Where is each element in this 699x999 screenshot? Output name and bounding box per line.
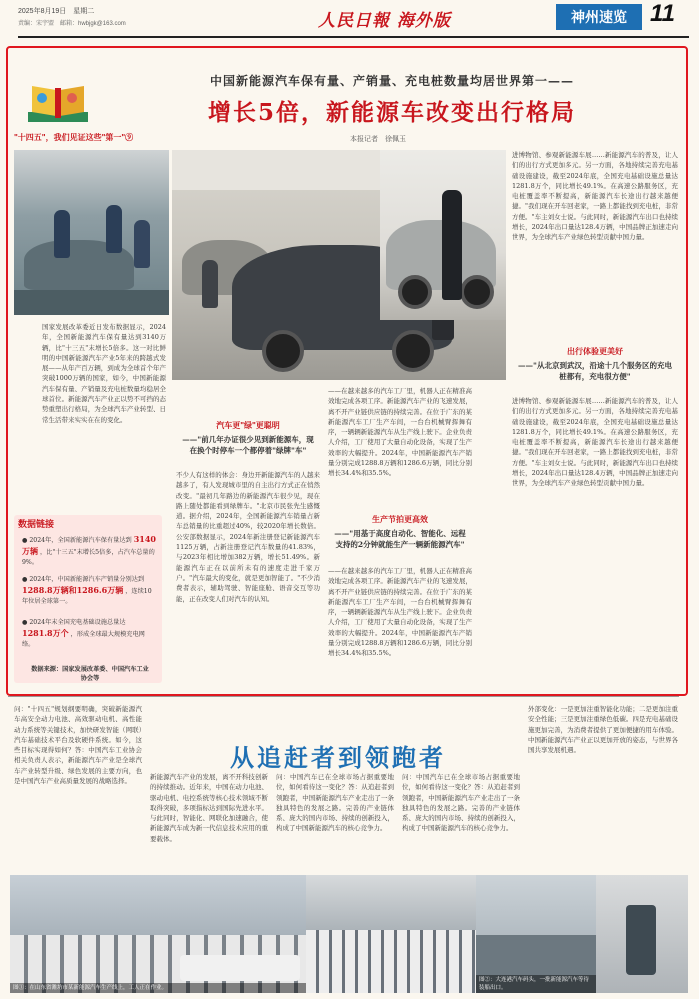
data-item-2 [22,575,156,607]
bullet: ● [22,576,28,583]
bottom-headline: 从追赶者到领跑者 [230,743,446,772]
col4-heading: 出行体验更美好 [567,347,623,356]
page-number: 11 [650,0,675,27]
caption-left: 图①：在山东省潍坊市某新能源汽车生产线上，工人正在作业。 [10,983,306,993]
caption-right: 图②：大连港汽车码头，一批新能源汽车等待装船出口。 [476,975,596,993]
data-item-rest: ，连续10年位居全球第一。 [22,588,152,605]
series-tag: "十四五"，我们见证这些"第一"⑨ [14,133,134,142]
lead-paragraph: 国家发展改革委近日发布数据显示，2024年，全国新能源汽车保有量达到3140万辆，比"十三五"末增长5倍多。这一对比鲜明的中国新能源汽车产业5年来的跨越式发展——从年产百万辆，到成为全球首个年产突破1000万辆的国家，如今，中国新能源汽车保有量、产销量及充电桩数量均稳居全球首位。新能源汽车产业正以势不可挡的态势重塑出行格局，为全球汽车产业转型、日常生活带来实实在在的变化。 [42,323,166,424]
col4-body: 进博物馆、参观新能源车展……新能源汽车的普及，让人们的出行方式更加多元。另一方面，各地持续完善充电基础设施建设，截至2024年底，全国充电基础设施总量达1281.8万个，同比增长49.1%。在高速公路服务区，充电桩覆盖率不断提高，新能源汽车长途出行越来越便捷。"我们现在开车回老家，一路上都能找到充电桩，非常方便。"车主刘女士说。与此同时，新能源汽车出口也持续增长，2024年出口量达128.4万辆，中国品牌正加速走向世界，为全球汽车产业绿色转型贡献中国力量。 [512,397,678,488]
port-photo [10,875,306,993]
ship-photo [476,875,596,993]
charging-photo [596,875,688,993]
factory-photo [14,150,169,315]
data-item-rest: ，形成全球最大规模充电网络。 [22,631,145,648]
col2-subhead: ——"前几年办证很少见到新能源车，现在换个时停车一个都停着"绿牌"车" [182,435,314,455]
col4-top: 进博物馆、参观新能源车展……新能源汽车的普及，让人们的出行方式更加多元。另一方面，各地持续完善充电基础设施建设，截至2024年底，全国充电基础设施总量达1281.8万个，同比增长49.1%。在高速公路服务区，充电桩覆盖率不断提高，新能源汽车长途出行越来越便捷。"我们现在开车回老家，一路上都能找到充电桩，非常方便。"车主刘女士说。与此同时，新能源汽车出口也持续增长，2024年出口量达128.4万辆，中国品牌正加速走向世界，为全球汽车产业绿色转型贡献中国力量。 [512,151,678,242]
section-label: 神州速览 [556,4,642,30]
editor-info: 责编：宋宇盟 邮箱：hwbjgk@163.com [18,21,126,27]
col2-heading: 汽车更"绿"更聪明 [216,421,280,430]
data-item-text: 2024年，中国新能源汽车产销量分别达到 [29,576,145,583]
data-item-rest: ，比"十三五"末增长5倍多，占汽车总量的9%。 [22,549,155,566]
open-book-icon [26,76,90,128]
car-lot-photo [306,875,476,993]
headline: 增长5倍，新能源车改变出行格局 [207,99,576,126]
bottom-col1: 问："十四五"规划纲要明确，突破新能源汽车高安全动力电池、高效驱动电机、高性能动力系统等关键技术，加快研发智能（网联）汽车基础技术平台及软硬件系统。如今，这些目标实现得如何？答：中国汽车工业协会相关负责人表示，新能源汽车产业是全球汽车产业转型升级、绿色发展的主要方向，也是中国汽车产业高质量发展的战略选择。 [14,705,142,786]
newspaper-logo: 人民日報 海外版 [318,11,451,31]
bullet: ● [22,619,28,626]
masthead-rule [18,36,689,38]
data-source: 数据来源：国家发展改革委、中国汽车工业协会等 [31,666,149,682]
col3-intro: ——在越来越多的汽车工厂里，机器人正在精准高效地完成各项工序。新能源汽车产业的飞速发展，离不开产业链供应链的持续完善。在位于广东的某新能源汽车工厂生产车间，一台台机械臂挥舞有序，一辆辆新能源汽车从生产线上驶下。企业负责人介绍，工厂使用了大量自动化设备，实现了生产效率的大幅提升。2024年，中国新能源汽车产销量分别完成1288.8万辆和1286.6万辆，同比分别增长34.4%和35.5%。 [328,387,472,478]
kicker: 中国新能源汽车保有量、产销量、充电桩数量均居世界第一—— [209,74,574,88]
masthead [10,0,689,42]
bottom-col3b: 问：中国汽车已在全球市场占据重要地位，如何看待这一变化？答：从追赶者到领跑者，中国新能源汽车产业走出了一条独具特色的发展之路。完善的产业链体系、庞大的国内市场、持续的创新投入，构成了中国新能源汽车的核心竞争力。 [402,773,520,833]
data-item-3 [22,618,156,650]
col2-body: 不少人有这样的体会：身边开新能源汽车的人越来越多了，有人发现城市里的自主出行方式正在悄然改变。"最初几年路边的新能源汽车很少见，现在路上随处都能看到绿牌车。"北京市民张先生感慨道。据介绍，2024年，全国新能源汽车销量占新车总销量的比重超过40%，较2020年增长数倍。公安部数据显示，2024年新注册登记新能源汽车1125万辆，占新注册登记汽车数量的41.83%，与2023年相比增加382万辆，增长51.49%。新能源汽车正在以前所未有的速度走进千家万户。"汽车最大的变化，就是更加智能了。"不少消费者表示，辅助驾驶、智能座舱、语音交互等功能，正在改变人们对汽车的认知。 [176,471,320,603]
data-item-value: 3140万辆 [22,534,156,556]
data-item-text: 2024年，全国新能源汽车保有量达到 [29,537,132,544]
bullet: ● [22,537,28,544]
data-item-text: 2024年末全国充电基础设施总量达 [29,619,126,626]
bottom-col4: 外部变化：一是更加注重智能化功能；二是更加注重安全性能；三是更加注重绿色低碳。四是充电基础设施更加完善，为消费者提供了更加便捷的用车体验。中国新能源汽车产业正以更加开放的姿态，与世界各国共享发展机遇。 [528,705,678,755]
data-item-value: 1288.8万辆和1286.6万辆 [22,585,124,595]
issue-date: 2025年8月19日 星期二 [18,8,95,15]
col3-heading: 生产节拍更高效 [372,515,428,524]
data-item-value: 1281.8万个 [22,628,69,638]
car-display-photo [380,150,506,320]
col3-subhead: ——"用基于高度自动化、智能化、远程支持的2分钟就能生产一辆新能源汽车" [334,529,466,549]
col4-subhead: ——"从北京到武汉，沿途十几个服务区的充电桩都有，充电很方便" [518,361,672,381]
col3-body: ——在越来越多的汽车工厂里，机器人正在精准高效地完成各项工序。新能源汽车产业的飞速发展，离不开产业链供应链的持续完善。在位于广东的某新能源汽车工厂生产车间，一台台机械臂挥舞有序，一辆辆新能源汽车从生产线上驶下。企业负责人介绍，工厂使用了大量自动化设备，实现了生产效率的大幅提升。2024年，中国新能源汽车产销量分别完成1288.8万辆和1286.6万辆，同比分别增长34.4%和35.5%。 [328,567,472,658]
section-divider [8,696,679,697]
byline: 本报记者 徐佩玉 [350,136,406,143]
data-item-1 [22,534,156,568]
data-box-title: 数据链接 [18,519,55,529]
bottom-col2: 新能源汽车产业的发展，离不开科技创新的持续推动。近年来，中国在动力电池、驱动电机、电控系统等核心技术领域不断取得突破，多项指标达到国际先进水平。与此同时，智能化、网联化加速融合，使新能源汽车成为新一代信息技术应用的重要载体。 [150,773,268,843]
bottom-col3: 问：中国汽车已在全球市场占据重要地位，如何看待这一变化？答：从追赶者到领跑者，中国新能源汽车产业走出了一条独具特色的发展之路。完善的产业链体系、庞大的国内市场、持续的创新投入，构成了中国新能源汽车的核心竞争力。 [276,773,394,833]
